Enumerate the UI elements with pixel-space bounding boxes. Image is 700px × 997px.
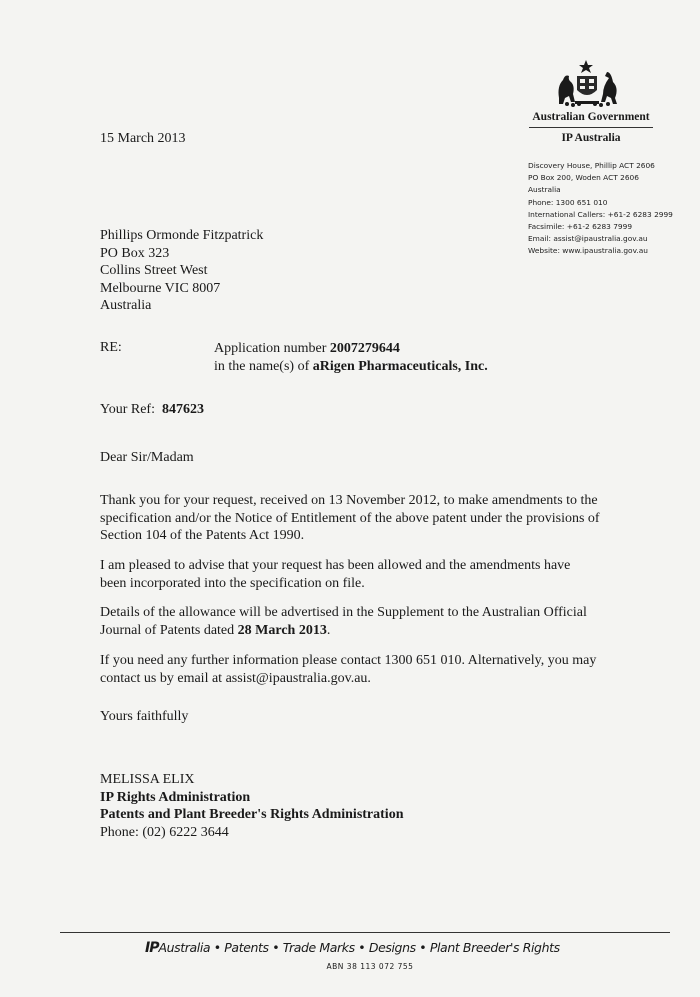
closing: Yours faithfully	[100, 709, 189, 724]
applicant-line	[214, 358, 488, 376]
contact-fax-line: Facsimile: +61-2 6283 7999	[528, 222, 633, 232]
your-ref	[100, 402, 204, 418]
coat-of-arms-icon	[553, 58, 623, 108]
signatory-phone: Phone: (02) 6222 3644	[100, 824, 229, 840]
contact-website-line[interactable]: Website: www.ipaustralia.gov.au	[528, 246, 648, 256]
application-line	[214, 340, 488, 358]
paragraph-3-end: .	[326, 622, 331, 638]
contact-postal-line: PO Box 200, Woden ACT 2606	[528, 173, 639, 183]
signatory-name: MELISSA ELIX	[100, 772, 195, 787]
recipient-line: Collins Street West	[100, 263, 208, 278]
agency-name: IP Australia	[561, 132, 621, 144]
applicant-prefix: in the name(s) of	[214, 358, 313, 374]
signature-block	[100, 771, 403, 841]
your-ref-value: 847623	[161, 402, 204, 417]
journal-date: 28 March 2013	[237, 622, 327, 638]
body-paragraph-1: Thank you for your request, received on 13 November 2012, to make amendments to the specification and/or the Notice of Entitlement of the above patent under the provisions of Section 104 of the Patents Act 1990.	[100, 493, 600, 543]
letter-date: 15 March 2013	[100, 131, 186, 146]
footer-tagline	[145, 940, 560, 956]
recipient-line: Phillips Ormonde Fitzpatrick	[100, 228, 264, 243]
re-label: RE:	[100, 340, 122, 355]
applicant-name: aRigen Pharmaceuticals, Inc.	[312, 358, 488, 374]
salutation: Dear Sir/Madam	[100, 450, 194, 465]
recipient-line: PO Box 323	[100, 245, 170, 261]
contact-phone-line: Phone: 1300 651 010	[528, 197, 608, 207]
recipient-line: Melbourne VIC 8007	[100, 280, 221, 296]
body-paragraph-2: I am pleased to advise that your request has been allowed and the amendments have been incorporated into the specification on file.	[100, 558, 571, 591]
contact-intl-line: International Callers: +61-2 6283 2999	[528, 209, 673, 219]
your-ref-label: Your Ref:	[100, 402, 155, 417]
recipient-address	[100, 227, 263, 315]
letterhead-divider	[529, 127, 653, 128]
paragraph-3-text: Details of the allowance will be advertised in the Supplement to the Australian Official Journal of Patents dated	[100, 605, 587, 638]
re-block	[214, 340, 488, 375]
footer-divider	[60, 932, 670, 933]
signatory-title: IP Rights Administration	[100, 789, 251, 805]
ip-logo: IP	[145, 940, 159, 956]
footer-abn: ABN 38 113 072 755	[326, 962, 414, 971]
government-name: Australian Government	[532, 111, 650, 123]
contact-details	[528, 160, 673, 258]
signatory-department: Patents and Plant Breeder's Rights Administration	[100, 807, 404, 822]
footer-tagline-text: Australia • Patents • Trade Marks • Designs • Plant Breeder's Rights	[158, 940, 560, 955]
body-paragraph-3	[100, 604, 600, 639]
contact-country-line: Australia	[528, 185, 561, 195]
body-paragraph-4: If you need any further information please contact 1300 651 010. Alternatively, you may contact us by email at assist@ipaustralia.gov.au.	[100, 653, 597, 686]
contact-address-line: Discovery House, Phillip ACT 2606	[528, 161, 655, 170]
application-prefix: Application number	[214, 341, 330, 356]
contact-email-line[interactable]: Email: assist@ipaustralia.gov.au	[528, 234, 648, 244]
application-number: 2007279644	[329, 341, 400, 356]
recipient-line: Australia	[100, 298, 152, 313]
